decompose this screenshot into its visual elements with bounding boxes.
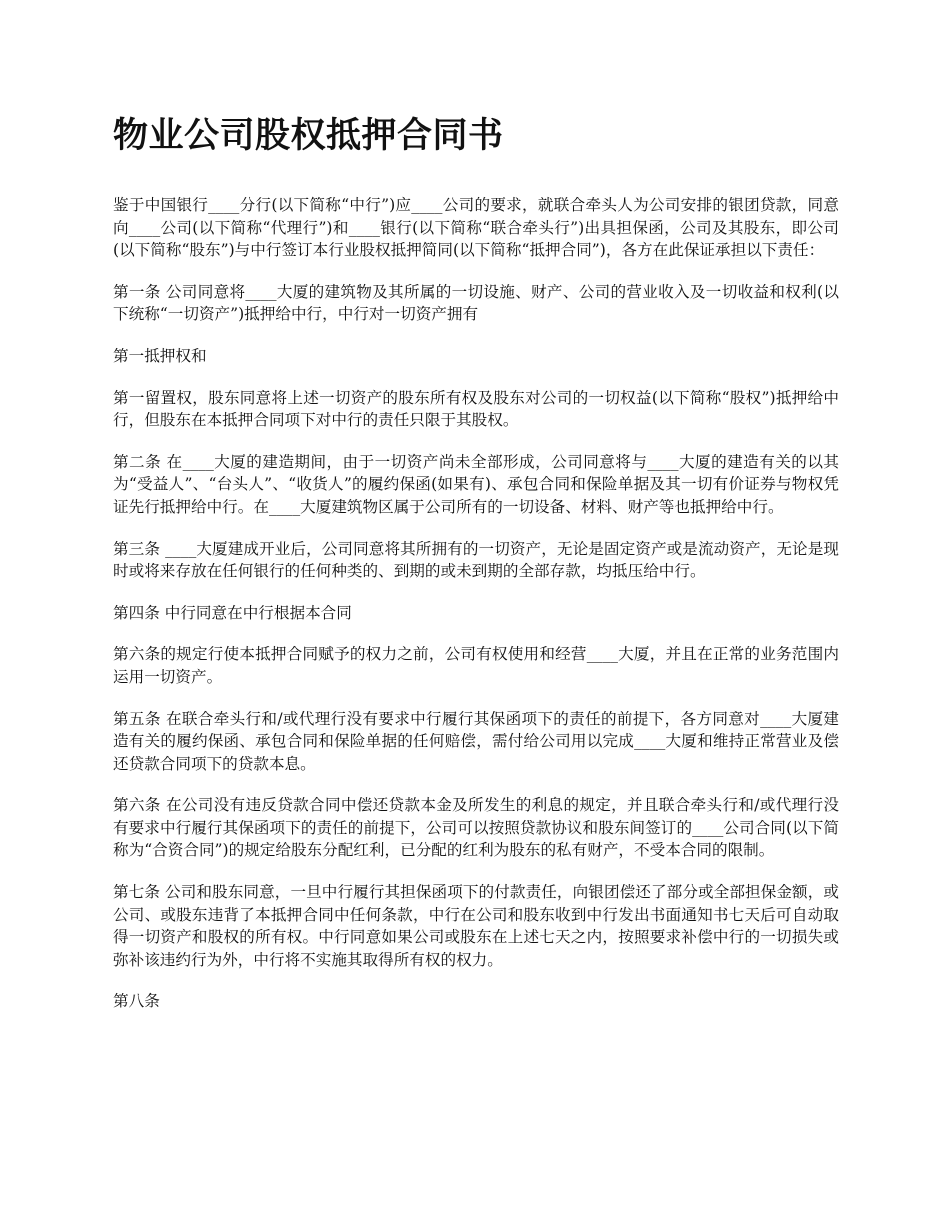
paragraph-article-5: 第五条 在联合牵头行和/或代理行没有要求中行履行其保函项下的责任的前提下，各方同意对____大厦建造有关的履约保函、承包合同和保险单据的任何赔偿，需付给公司用以完成____大厦和维持正常营业及偿还贷款合同项下的贷款本息。 xyxy=(113,709,839,773)
paragraph-article-3: 第三条 ____大厦建成开业后，公司同意将其所拥有的一切资产，无论是固定资产或是流动资产，无论是现时或将来存放在任何银行的任何种类的、到期的或未到期的全部存款，均抵压给中行。 xyxy=(113,539,839,581)
paragraph-article-1: 第一条 公司同意将____大厦的建筑物及其所属的一切设施、财产、公司的营业收入及一切收益和权利(以下统称“一切资产”)抵押给中行，中行对一切资产拥有 xyxy=(113,282,839,324)
paragraph-article-2: 第二条 在____大厦的建造期间，由于一切资产尚未全部形成，公司同意将与____大厦的建造有关的以其为“受益人”、“台头人”、“收货人”的履约保函(如果有)、承包合同和保险单据及其一切有价证券与物权凭证先行抵押给中行。在____大厦建筑物区属于公司所有的一切设备、材料、财产等也抵押给中行。 xyxy=(113,452,839,516)
paragraph-first-lien-right: 第一留置权，股东同意将上述一切资产的股东所有权及股东对公司的一切权益(以下简称“股权”)抵押给中行，但股东在本抵押合同项下对中行的责任只限于其股权。 xyxy=(113,388,839,430)
paragraph-article-6-reference: 第六条的规定行使本抵押合同赋予的权力之前，公司有权使用和经营____大厦，并且在正常的业务范围内运用一切资产。 xyxy=(113,645,839,686)
paragraph-article-6: 第六条 在公司没有违反贷款合同中偿还贷款本金及所发生的利息的规定，并且联合牵头行和/或代理行没有要求中行履行其保函项下的责任的前提下，公司可以按照贷款协议和股东间签订的____公司合同(以下简称为“合资合同”)的规定给股东分配红利，已分配的红利为股东的私有财产，不受本合同的限制。 xyxy=(113,796,839,860)
paragraph-article-7: 第七条 公司和股东同意，一旦中行履行其担保函项下的付款责任，向银团偿还了部分或全部担保金额，或公司、或股东违背了本抵押合同中任何条款，中行在公司和股东收到中行发出书面通知书七天后可自动取得一切资产和股权的所有权。中行同意如果公司或股东在上述七天之内，按照要求补偿中行的一切损失或弥补该违约行为外，中行将不实施其取得所有权的权力。 xyxy=(113,883,839,969)
document-page xyxy=(113,110,839,1032)
paragraph-preamble: 鉴于中国银行____分行(以下简称“中行”)应____公司的要求，就联合牵头人为公司安排的银团贷款，同意向____公司(以下简称“代理行”)和____银行(以下简称“联合牵头行”)出具担保函，公司及其股东，即公司(以下简称“股东”)与中行签订本行业股权抵押简同(以下简称“抵押合同”)，各方在此保证承担以下责任： xyxy=(113,196,839,260)
paragraph-first-mortgage-right: 第一抵押权和 xyxy=(113,346,207,365)
paragraph-article-4: 第四条 中行同意在中行根据本合同 xyxy=(113,603,352,622)
paragraph-article-8: 第八条 xyxy=(113,992,160,1011)
document-title: 物业公司股权抵押合同书 xyxy=(113,115,504,156)
